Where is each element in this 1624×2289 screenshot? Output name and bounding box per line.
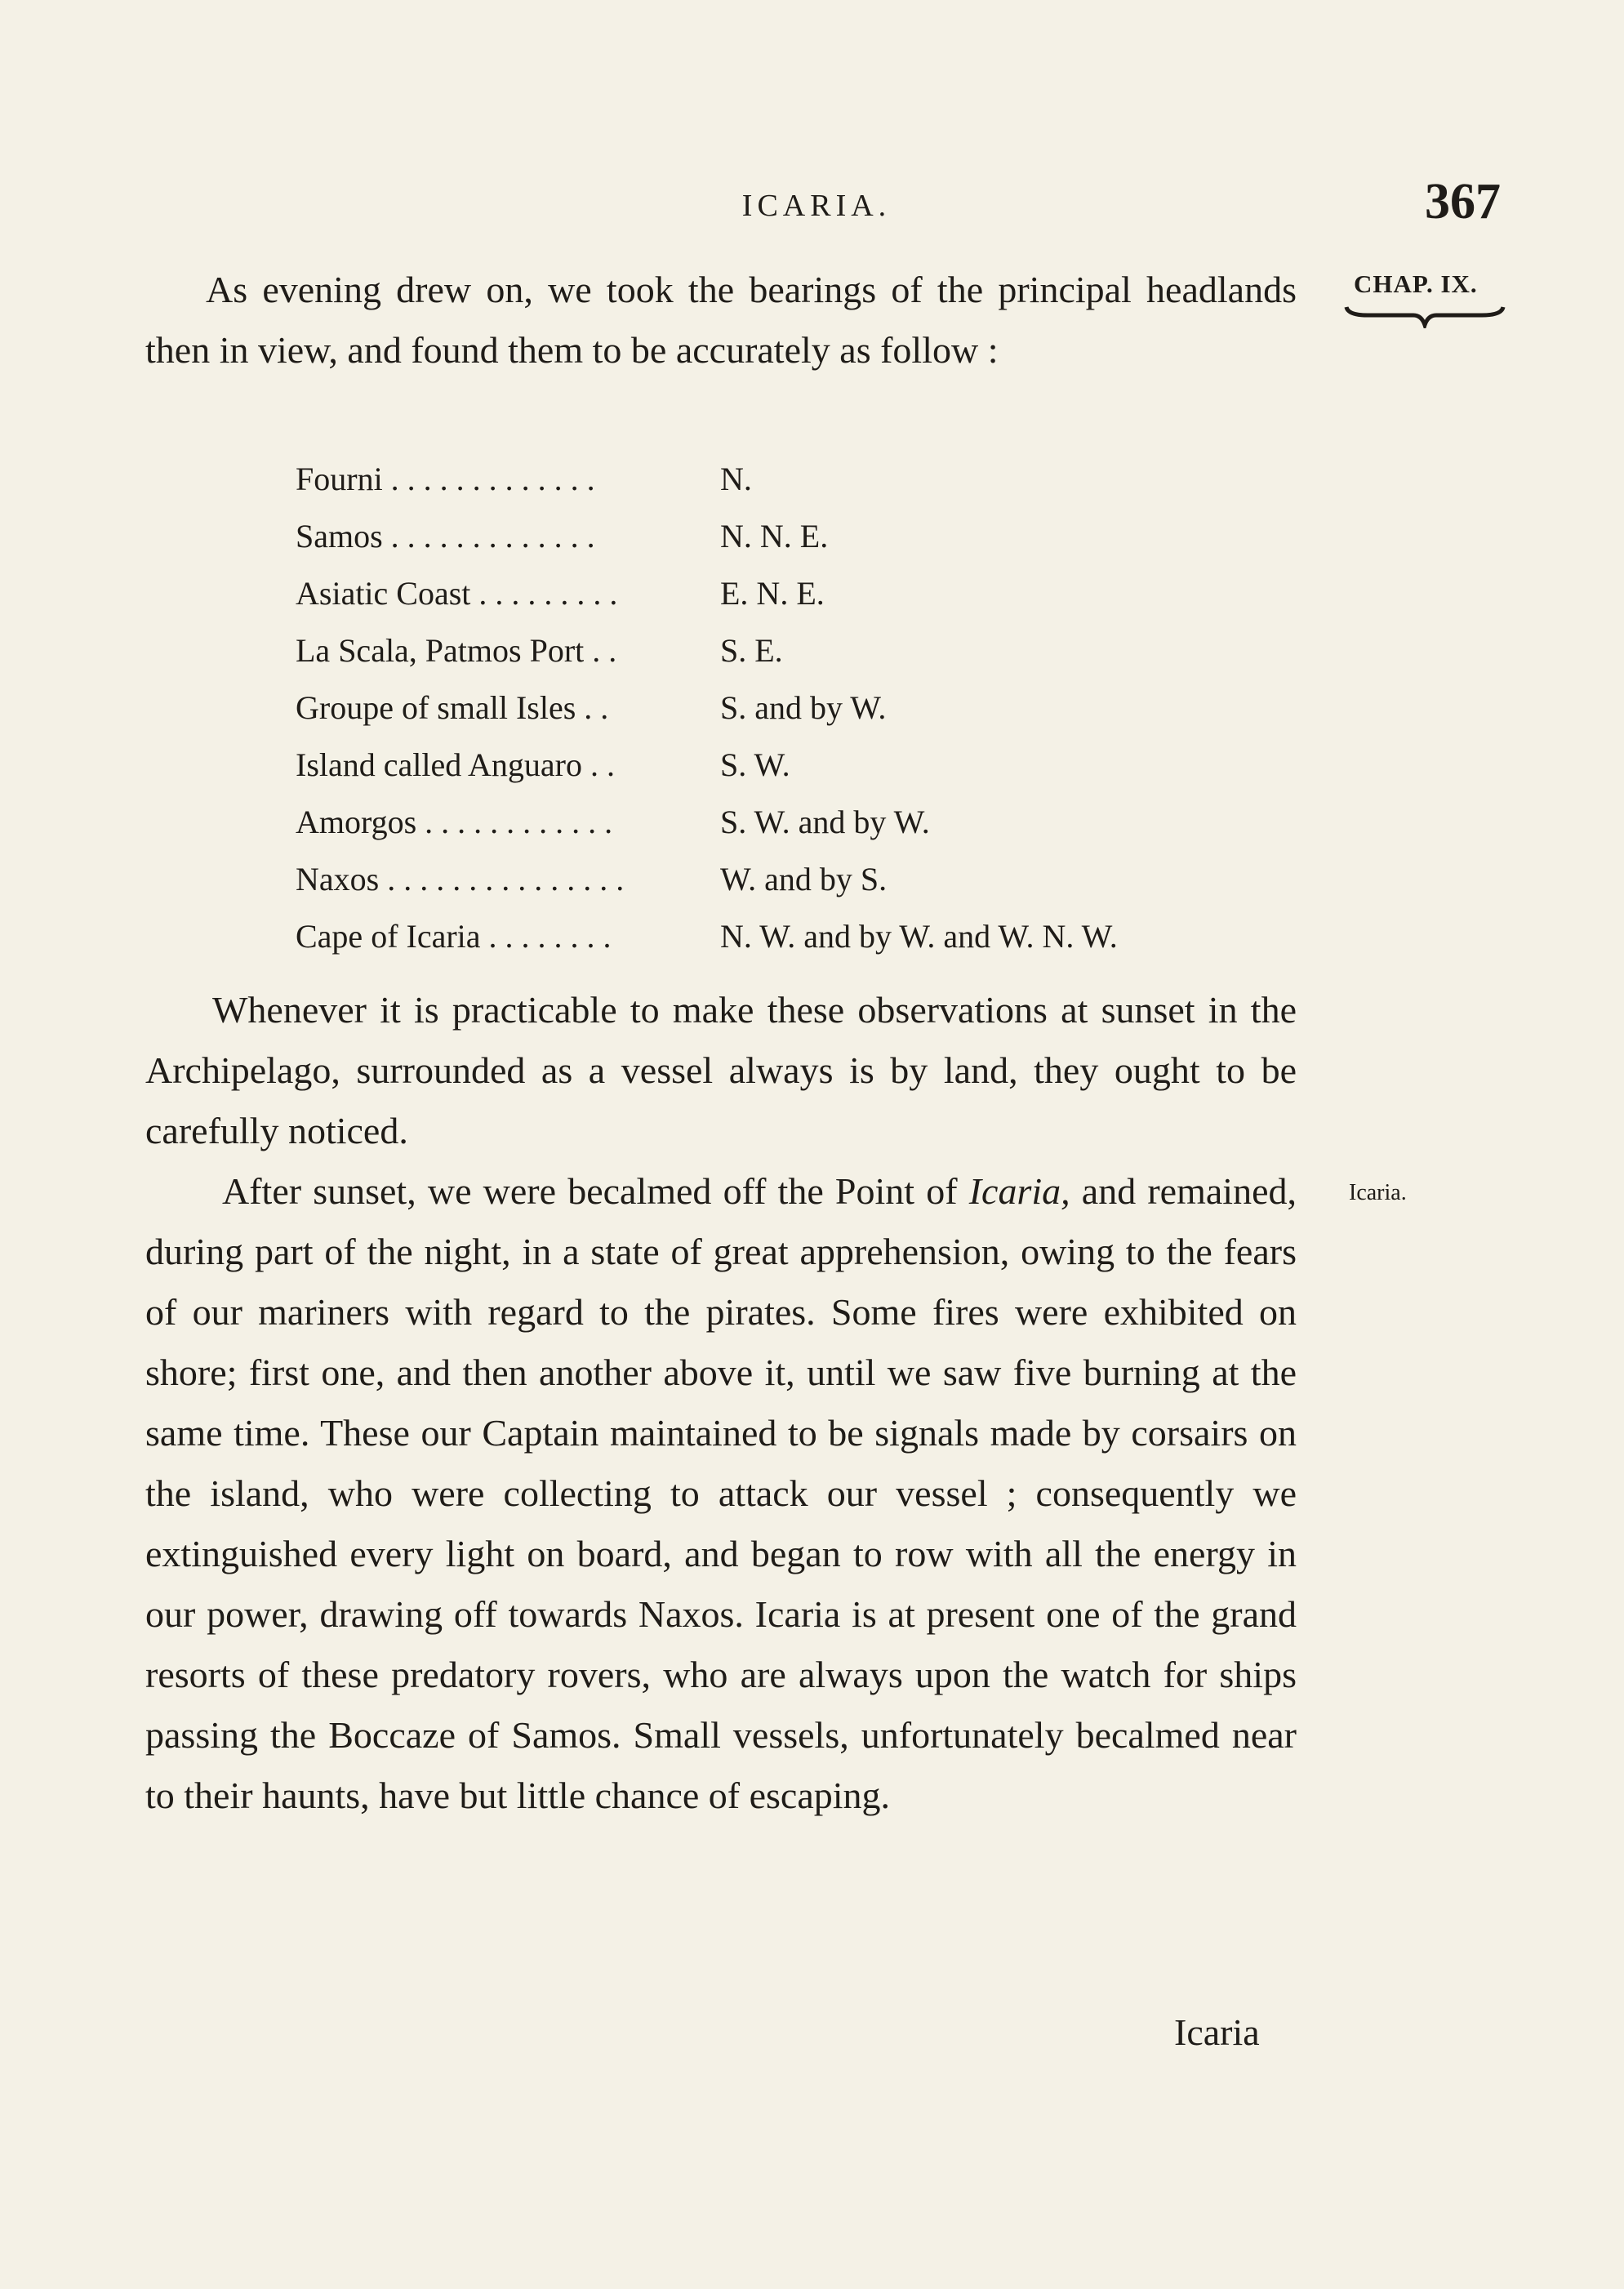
bearing-place: Fourni . . . . . . . . . . . . . xyxy=(296,461,595,497)
paragraph-text: and remained, during part of the night, in a state of great apprehension, owing to the fears of our mariners with regard to the pirates. Some fires were exhibited on shore; first one, and then another above it, until we saw five burning at the same time. These our Captain maintained to be signals made by corsairs on the island, who were collecting to attack our vessel ; consequently we extinguished every light on board, and began to row with all the energy in our power, drawing off towards Naxos. Icaria is at present one of the grand resorts of these predatory rovers, who are always upon the watch for ships passing the Boccaze of Samos. Small vessels, unfortunately becalmed near to their haunts, have but little chance of escaping. xyxy=(145,1170,1297,1816)
catchword: Icaria xyxy=(1174,2011,1260,2053)
italic-place-name: Icaria, xyxy=(968,1170,1070,1212)
bearing-direction: W. and by S. xyxy=(720,861,888,897)
paragraph-pirates xyxy=(145,1161,1297,1826)
icaria-margin-note: Icaria. xyxy=(1349,1180,1407,1205)
bearing-row xyxy=(296,451,1275,508)
bearing-place: Asiatic Coast . . . . . . . . . xyxy=(296,575,618,612)
bearing-row xyxy=(296,851,1275,908)
bearing-direction: S. W. and by W. xyxy=(720,804,930,840)
brace-icon xyxy=(1343,304,1506,328)
bearing-direction: N. W. and by W. and W. N. W. xyxy=(720,918,1118,955)
bearing-row xyxy=(296,565,1275,622)
bearings-list xyxy=(296,451,1275,965)
bearing-place: Samos . . . . . . . . . . . . . xyxy=(296,518,595,554)
bearing-direction: S. and by W. xyxy=(720,689,887,726)
bearing-row xyxy=(296,508,1275,565)
bearing-row xyxy=(296,679,1275,737)
bearing-place: Groupe of small Isles . . xyxy=(296,689,609,726)
bearing-direction: N. N. E. xyxy=(720,518,829,554)
bearing-row xyxy=(296,622,1275,679)
bearing-direction: S. W. xyxy=(720,746,790,783)
running-head: ICARIA. xyxy=(741,189,892,223)
paragraph-bearings-intro: As evening drew on, we took the bearings of the principal headlands then in view, and found them to be accurately as follow : xyxy=(145,269,1297,371)
bearing-place: Naxos . . . . . . . . . . . . . . . xyxy=(296,861,625,897)
chapter-margin-note: CHAP. IX. xyxy=(1354,269,1478,298)
bearing-row xyxy=(296,737,1275,794)
bearing-row xyxy=(296,794,1275,851)
bearing-place: Island called Anguaro . . xyxy=(296,746,615,783)
bearing-place: Cape of Icaria . . . . . . . . xyxy=(296,918,612,955)
bearing-place: La Scala, Patmos Port . . xyxy=(296,632,617,669)
page-number: 367 xyxy=(1425,174,1501,229)
bearing-direction: N. xyxy=(720,461,752,497)
paragraph-text: After sunset, we were becalmed off the Point of xyxy=(222,1170,969,1212)
paragraph-observations: Whenever it is practicable to make these observations at sunset in the Archipelago, surrounded as a vessel always is by land, they ought to be carefully noticed. xyxy=(145,989,1297,1151)
bearing-place: Amorgos . . . . . . . . . . . . xyxy=(296,804,613,840)
bearing-direction: S. E. xyxy=(720,632,783,669)
bearing-direction: E. N. E. xyxy=(720,575,825,612)
bearing-row xyxy=(296,908,1275,965)
